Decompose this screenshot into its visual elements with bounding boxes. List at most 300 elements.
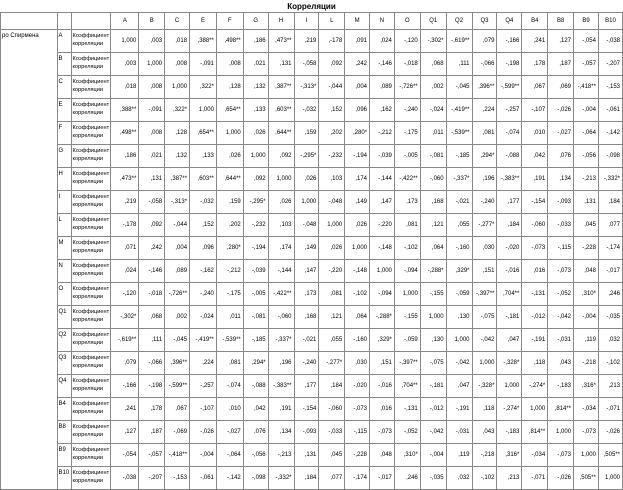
correlation-value: ,030 [472, 237, 497, 260]
correlation-value: ,505** [598, 444, 622, 467]
header-blank-cell [71, 13, 111, 30]
correlation-value: ,603** [268, 99, 294, 122]
correlation-value: -,160 [446, 237, 472, 260]
table-row [1, 444, 623, 467]
correlation-value: ,128 [216, 76, 243, 99]
correlation-value: ,092 [268, 145, 294, 168]
table-row [1, 375, 623, 398]
correlation-value: ,089 [370, 76, 395, 99]
correlation-value: -,016 [370, 375, 395, 398]
correlation-value: ,242 [345, 53, 370, 76]
correlation-value: -,313* [294, 76, 319, 99]
correlation-value: -,115 [548, 237, 574, 260]
correlation-value: ,004 [165, 237, 190, 260]
correlation-value: -,142 [216, 467, 243, 490]
correlation-value: -,018 [139, 283, 165, 306]
correlation-value: ,096 [345, 99, 370, 122]
correlation-value: -,228 [345, 444, 370, 467]
correlation-value: ,186 [243, 30, 268, 53]
correlation-value: ,603** [190, 168, 217, 191]
correlation-value: -,060 [268, 306, 294, 329]
row-label: H [57, 168, 71, 191]
correlation-value: -,383** [268, 375, 294, 398]
correlation-value: ,-178 [319, 30, 345, 53]
correlation-value: ,091 [345, 30, 370, 53]
correlation-value: -,146 [139, 260, 165, 283]
correlation-value: -,422** [394, 168, 420, 191]
correlation-value: -,218 [574, 352, 599, 375]
correlation-value: -,185 [243, 329, 268, 352]
correlation-value: ,196 [268, 352, 294, 375]
table-row [1, 145, 623, 168]
correlation-value: -,026 [548, 467, 574, 490]
correlation-value: -,059 [394, 329, 420, 352]
correlation-value: ,191 [522, 168, 548, 191]
correlation-value: 1,000 [370, 260, 395, 283]
correlation-value: -,102 [472, 467, 497, 490]
correlation-value: ,081 [216, 352, 243, 375]
correlation-value: -,175 [394, 122, 420, 145]
correlation-value: ,174 [345, 168, 370, 191]
correlation-value: ,388** [111, 99, 139, 122]
correlation-value: -,073 [548, 444, 574, 467]
correlation-value: -,026 [598, 421, 622, 444]
correlation-value: 1,000 [139, 53, 165, 76]
correlation-value: -,274* [497, 398, 522, 421]
row-label: Q1 [57, 306, 71, 329]
coefficient-label: Коэффициент корреляции [71, 122, 111, 145]
correlation-value: -,220 [370, 214, 395, 237]
correlation-value: ,047 [497, 329, 522, 352]
correlation-value: -,274* [522, 375, 548, 398]
correlation-value: -,020 [345, 375, 370, 398]
row-label: M [57, 237, 71, 260]
correlation-value: -,027 [216, 421, 243, 444]
correlation-value: -,005 [394, 145, 420, 168]
correlation-value: ,224 [472, 99, 497, 122]
correlation-value: -,004 [420, 444, 446, 467]
correlation-value: -,102 [598, 352, 622, 375]
correlation-value: -,059 [446, 283, 472, 306]
correlation-value: -,288* [420, 260, 446, 283]
correlation-value: -,073 [574, 421, 599, 444]
table-row [1, 421, 623, 444]
correlation-value: ,047 [446, 375, 472, 398]
correlation-value: -,154 [522, 191, 548, 214]
correlation-value: ,814** [522, 421, 548, 444]
correlation-value: -,054 [574, 30, 599, 53]
row-label: B4 [57, 398, 71, 421]
correlation-value: -,418** [165, 444, 190, 467]
correlation-value: ,132 [243, 76, 268, 99]
correlation-value: -,178 [111, 214, 139, 237]
correlation-value: -,313* [165, 191, 190, 214]
correlation-value: -,302* [111, 306, 139, 329]
correlation-value: ,149 [345, 191, 370, 214]
correlation-value: ,173 [394, 191, 420, 214]
correlation-value: ,219 [111, 191, 139, 214]
correlation-value: ,132 [165, 145, 190, 168]
row-label: G [57, 145, 71, 168]
correlation-value: ,026 [216, 145, 243, 168]
correlation-value: 1,000 [190, 99, 217, 122]
correlation-value: -,218 [472, 444, 497, 467]
correlation-value: -,232 [319, 145, 345, 168]
table-row [1, 122, 623, 145]
correlation-value: -,328* [472, 375, 497, 398]
correlation-value: ,055 [319, 329, 345, 352]
column-header: Q1 [420, 13, 446, 30]
correlation-value: -,337* [268, 329, 294, 352]
correlation-value: ,133 [243, 99, 268, 122]
correlation-value: ,186 [111, 145, 139, 168]
correlation-value: ,151 [472, 260, 497, 283]
coefficient-label: Коэффициент корреляции [71, 99, 111, 122]
correlation-value: 1,000 [243, 145, 268, 168]
correlation-value: -,020 [497, 237, 522, 260]
coefficient-label: Коэффициент корреляции [71, 467, 111, 490]
correlation-value: ,130 [446, 306, 472, 329]
column-header: O [394, 13, 420, 30]
correlation-value: ,128 [165, 122, 190, 145]
correlation-value: -,026 [548, 99, 574, 122]
table-row [1, 53, 623, 76]
correlation-value: -,328* [497, 352, 522, 375]
correlation-value: 1,000 [268, 168, 294, 191]
correlation-value: -,057 [139, 444, 165, 467]
correlation-value: -,091 [139, 99, 165, 122]
correlation-value: -,153 [598, 76, 622, 99]
correlation-value: ,092 [243, 168, 268, 191]
correlation-value: -,619** [446, 30, 472, 53]
column-header: B9 [574, 13, 599, 30]
correlation-value: -,017 [598, 260, 622, 283]
coefficient-label: Коэффициент корреляции [71, 260, 111, 283]
row-group-label: ро Спирмена [1, 30, 58, 490]
correlation-value: ,505** [574, 467, 599, 490]
row-label: N [57, 260, 71, 283]
row-label: A [57, 30, 71, 53]
correlation-value: ,127 [111, 421, 139, 444]
correlation-value: -,081 [243, 306, 268, 329]
coefficient-label: Коэффициент корреляции [71, 53, 111, 76]
correlation-value: -,064 [216, 444, 243, 467]
column-header: I [294, 13, 319, 30]
correlation-value: ,191 [268, 398, 294, 421]
correlation-value: -,056 [574, 145, 599, 168]
correlation-value: -,081 [420, 145, 446, 168]
correlation-value: ,032 [598, 329, 622, 352]
column-header: Q4 [497, 13, 522, 30]
correlation-value: -,418** [574, 76, 599, 99]
correlation-value: ,016 [522, 260, 548, 283]
correlation-value: -,045 [446, 76, 472, 99]
correlation-value: ,644** [216, 168, 243, 191]
correlation-value: -,277* [472, 214, 497, 237]
correlation-value: ,280* [216, 237, 243, 260]
correlation-value: ,202 [216, 214, 243, 237]
correlation-value: -,004 [190, 444, 217, 467]
correlation-value: ,092 [319, 53, 345, 76]
table-title: Корреляции [287, 2, 336, 11]
correlation-value: -,240 [190, 283, 217, 306]
correlation-value: -,052 [394, 421, 420, 444]
correlation-value: 1,000 [420, 306, 446, 329]
correlation-value: ,396** [472, 76, 497, 99]
correlation-value: -,045 [165, 329, 190, 352]
correlation-value: -,094 [394, 260, 420, 283]
correlation-value: -,033 [319, 421, 345, 444]
correlation-value: -,058 [139, 191, 165, 214]
correlation-value: -,599** [497, 76, 522, 99]
correlation-value: ,159 [294, 122, 319, 145]
row-label: B9 [57, 444, 71, 467]
correlation-value: ,174 [268, 237, 294, 260]
correlation-value: ,118 [472, 398, 497, 421]
column-header: G [243, 13, 268, 30]
coefficient-label: Коэффициент корреляции [71, 191, 111, 214]
correlation-value: ,329* [446, 260, 472, 283]
table-row [1, 191, 623, 214]
correlation-value: -,060 [522, 214, 548, 237]
correlation-value: ,162 [370, 99, 395, 122]
correlation-value: ,081 [472, 122, 497, 145]
correlation-value: -,021 [294, 329, 319, 352]
correlation-value: -,031 [446, 421, 472, 444]
correlation-value: -,142 [598, 122, 622, 145]
correlation-value: ,219 [294, 30, 319, 53]
correlation-value: ,329* [370, 329, 395, 352]
column-header: B8 [548, 13, 574, 30]
correlation-value: ,016 [370, 398, 395, 421]
correlation-value: -,166 [497, 30, 522, 53]
correlation-value: ,133 [190, 145, 217, 168]
correlation-value: ,021 [243, 53, 268, 76]
correlation-value: ,396** [165, 352, 190, 375]
correlation-value: -,061 [190, 467, 217, 490]
correlation-value: -,098 [598, 145, 622, 168]
correlation-value: -,075 [420, 352, 446, 375]
correlation-value: ,096 [190, 237, 217, 260]
correlation-value: -,071 [598, 398, 622, 421]
correlation-value: -,042 [446, 352, 472, 375]
correlation-value: -,194 [345, 145, 370, 168]
table-row [1, 306, 623, 329]
correlation-value: ,387** [165, 168, 190, 191]
correlation-value: -,726** [394, 76, 420, 99]
correlation-value: ,130 [420, 329, 446, 352]
correlation-value: ,131 [139, 168, 165, 191]
correlation-value: ,024 [370, 30, 395, 53]
correlation-value: -,212 [216, 260, 243, 283]
correlation-value: ,121 [319, 306, 345, 329]
correlation-value: ,121 [420, 214, 446, 237]
correlation-value: -,295* [294, 145, 319, 168]
correlation-value: ,068 [139, 306, 165, 329]
row-label: B10 [57, 467, 71, 490]
correlation-value: ,316* [574, 375, 599, 398]
correlation-value: ,184 [294, 467, 319, 490]
correlation-value: -,027 [548, 122, 574, 145]
correlation-value: ,498** [111, 122, 139, 145]
correlation-value: ,127 [548, 30, 574, 53]
correlation-value: ,316* [497, 444, 522, 467]
correlation-value: -,295* [243, 191, 268, 214]
correlation-value: ,178 [139, 398, 165, 421]
coefficient-label: Коэффициент корреляции [71, 329, 111, 352]
correlation-value: -,107 [190, 398, 217, 421]
correlation-value: ,067 [522, 76, 548, 99]
correlation-value: -,031 [548, 329, 574, 352]
correlation-value: -,044 [165, 214, 190, 237]
row-label: I [57, 191, 71, 214]
correlation-value: ,119 [446, 444, 472, 467]
correlation-value: ,134 [268, 421, 294, 444]
column-header: L [319, 13, 345, 30]
correlation-value: ,473** [268, 30, 294, 53]
correlation-value: ,280* [345, 122, 370, 145]
correlation-value: -,539** [446, 122, 472, 145]
correlation-value: -,383** [497, 168, 522, 191]
column-header: H [268, 13, 294, 30]
correlation-value: -,012 [522, 306, 548, 329]
correlation-value: ,064 [345, 306, 370, 329]
correlation-value: ,018 [111, 76, 139, 99]
correlation-value: ,134 [548, 168, 574, 191]
correlation-value: -,257 [497, 99, 522, 122]
correlation-value: -,035 [598, 306, 622, 329]
header-row [1, 13, 623, 30]
table-row [1, 352, 623, 375]
correlation-value: -,017 [370, 467, 395, 490]
correlation-value: -,071 [522, 467, 548, 490]
correlation-value: -,131 [522, 283, 548, 306]
correlation-value: ,103 [319, 168, 345, 191]
row-label: F [57, 122, 71, 145]
correlation-value: ,147 [294, 260, 319, 283]
column-header: N [370, 13, 395, 30]
correlation-value: ,026 [345, 214, 370, 237]
column-header: E [190, 13, 217, 30]
correlation-value: -,599** [165, 375, 190, 398]
correlation-value: ,654** [190, 122, 217, 145]
correlation-value: 1,000 [111, 30, 139, 53]
correlation-value: -,057 [574, 53, 599, 76]
correlation-value: -,056 [243, 444, 268, 467]
coefficient-label: Коэффициент корреляции [71, 398, 111, 421]
correlation-value: ,242 [139, 237, 165, 260]
correlation-value: -,277* [319, 352, 345, 375]
correlation-value: ,011 [216, 306, 243, 329]
correlation-value: -,094 [370, 283, 395, 306]
correlation-value: ,043 [548, 352, 574, 375]
correlation-value: ,048 [574, 260, 599, 283]
correlation-value: ,003 [139, 30, 165, 53]
correlation-value: -,018 [394, 53, 420, 76]
correlation-value: -,075 [472, 306, 497, 329]
correlation-value: -,419** [446, 99, 472, 122]
correlation-value: ,079 [111, 352, 139, 375]
correlation-value: -,048 [319, 191, 345, 214]
correlation-value: -,240 [294, 352, 319, 375]
correlation-value: 1,000 [294, 191, 319, 214]
correlation-value: -,162 [190, 260, 217, 283]
coefficient-label: Коэффициент корреляции [71, 283, 111, 306]
correlation-value: 1,000 [446, 329, 472, 352]
correlation-value: ,131 [294, 444, 319, 467]
correlation-value: -,166 [111, 375, 139, 398]
row-label: Q2 [57, 329, 71, 352]
correlation-value: -,093 [294, 421, 319, 444]
coefficient-label: Коэффициент корреляции [71, 306, 111, 329]
correlation-value: ,118 [522, 352, 548, 375]
correlation-value: -,016 [497, 260, 522, 283]
row-label: L [57, 214, 71, 237]
correlation-value: -,061 [598, 99, 622, 122]
correlation-value: -,419** [190, 329, 217, 352]
correlation-value: -,120 [394, 30, 420, 53]
correlation-value: ,010 [522, 122, 548, 145]
correlation-value: ,045 [574, 214, 599, 237]
correlation-value: ,322* [190, 76, 217, 99]
correlation-value: ,168 [294, 306, 319, 329]
coefficient-label: Коэффициент корреляции [71, 375, 111, 398]
correlation-value: ,498** [216, 30, 243, 53]
table-row [1, 168, 623, 191]
correlation-value: ,045 [319, 444, 345, 467]
correlation-value: -,058 [294, 53, 319, 76]
correlation-value: ,004 [345, 76, 370, 99]
correlation-value: ,111 [446, 53, 472, 76]
correlation-value: ,246 [394, 467, 420, 490]
coefficient-label: Коэффициент корреляции [71, 352, 111, 375]
correlation-value: ,026 [243, 122, 268, 145]
correlation-value: -,074 [497, 122, 522, 145]
correlation-value: 1,000 [345, 237, 370, 260]
correlation-value: ,008 [165, 53, 190, 76]
correlation-value: -,054 [111, 444, 139, 467]
table-row [1, 76, 623, 99]
correlation-value: -,115 [345, 421, 370, 444]
table-body [1, 30, 623, 490]
correlation-value: ,079 [472, 30, 497, 53]
correlation-value: 1,000 [574, 444, 599, 467]
column-header: B [139, 13, 165, 30]
row-label: O [57, 283, 71, 306]
correlation-value: ,168 [420, 191, 446, 214]
correlation-value: -,160 [345, 329, 370, 352]
correlation-value: ,131 [268, 53, 294, 76]
correlation-value: -,183 [548, 375, 574, 398]
correlation-value: ,178 [522, 53, 548, 76]
correlation-value: -,207 [139, 467, 165, 490]
correlation-value: ,081 [394, 214, 420, 237]
correlation-value: -,213 [574, 168, 599, 191]
correlation-value: ,387** [268, 76, 294, 99]
table-row [1, 30, 623, 53]
correlation-value: -,539** [216, 329, 243, 352]
correlation-value: -,131 [394, 398, 420, 421]
correlation-value: ,026 [268, 191, 294, 214]
table-row [1, 237, 623, 260]
correlation-value: -,038 [111, 467, 139, 490]
correlation-value: ,068 [420, 53, 446, 76]
correlation-value: -,021 [446, 191, 472, 214]
correlation-value: -,048 [294, 214, 319, 237]
correlation-value: -,004 [574, 99, 599, 122]
correlation-value: ,071 [111, 237, 139, 260]
correlation-value: -,073 [522, 237, 548, 260]
